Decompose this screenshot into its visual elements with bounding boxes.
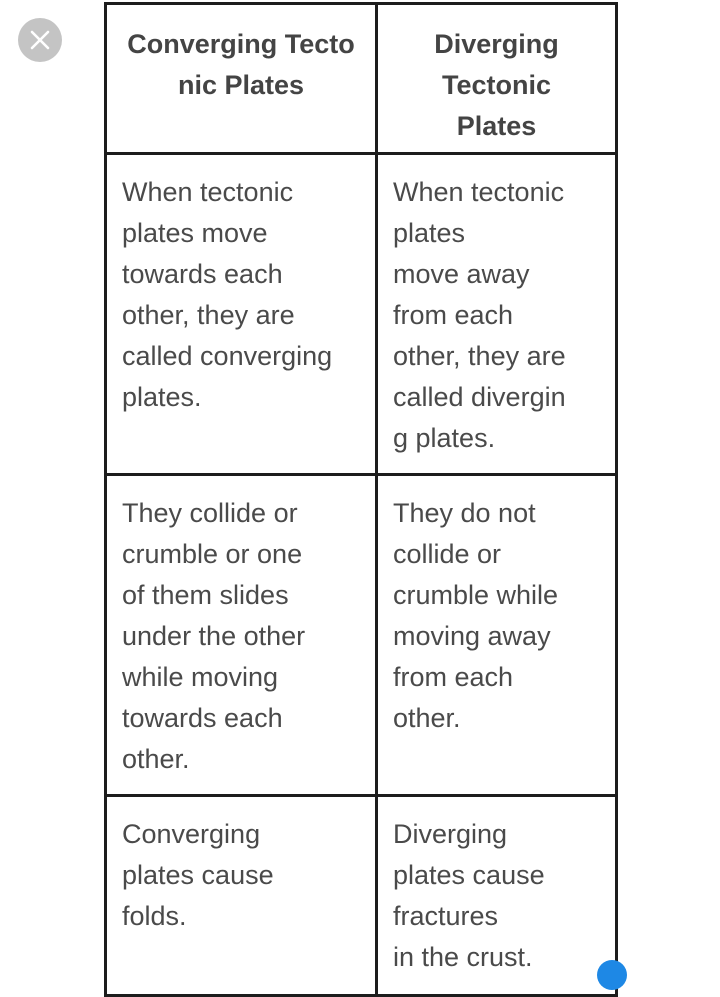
table-cell: Diverging plates cause fractures in the crust. <box>377 796 617 996</box>
table-cell: When tectonic plates move towards each other, they are called converging plates. <box>106 154 377 475</box>
header-converging: Converging Tecto nic Plates <box>106 4 377 154</box>
close-button[interactable] <box>18 18 62 62</box>
table-cell: When tectonic plates move away from each other, they are called divergin g plates. <box>377 154 617 475</box>
comparison-table <box>104 2 618 997</box>
header-diverging: Diverging Tectonic Plates <box>377 4 617 154</box>
table-header-row <box>106 4 617 154</box>
table-row <box>106 475 617 796</box>
close-icon <box>29 29 51 51</box>
table-cell: They collide or crumble or one of them slides under the other while moving towards each other. <box>106 475 377 796</box>
table-row <box>106 154 617 475</box>
table-cell: They do not collide or crumble while moving away from each other. <box>377 475 617 796</box>
table-row <box>106 796 617 996</box>
floating-action-indicator[interactable] <box>597 960 627 990</box>
table-cell: Converging plates cause folds. <box>106 796 377 996</box>
